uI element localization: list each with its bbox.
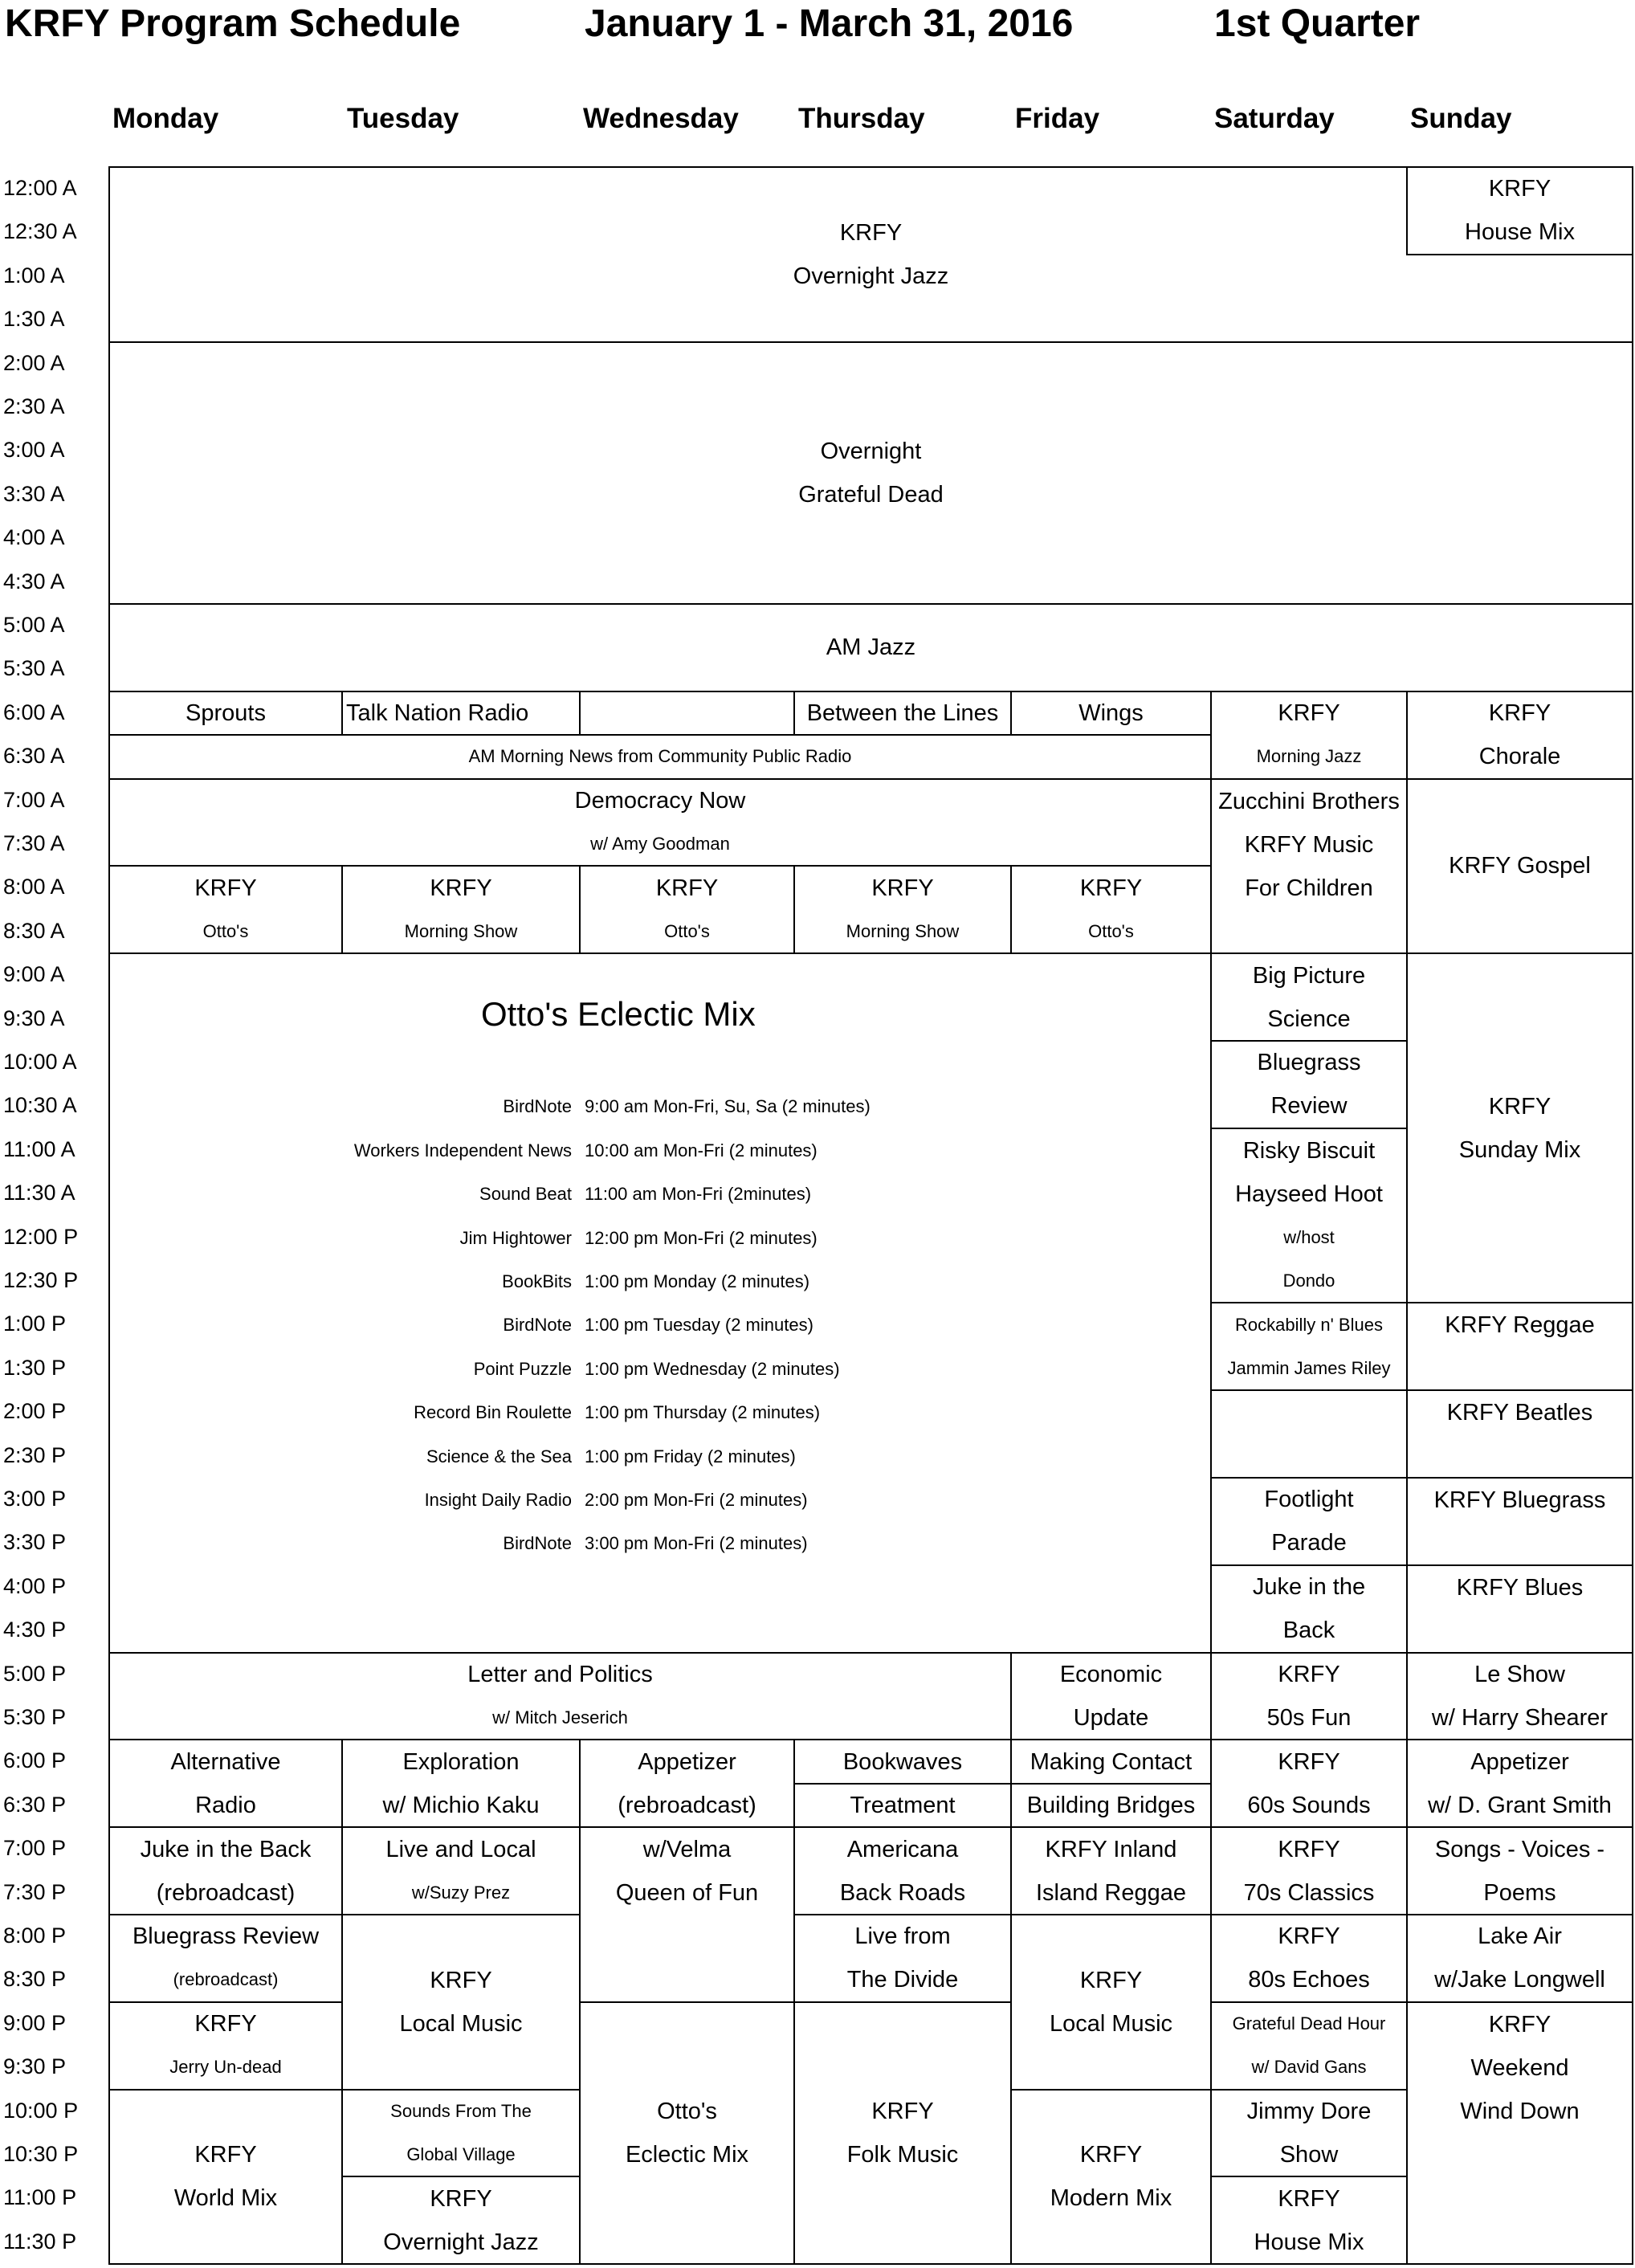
time-label: 11:30 A [3, 1181, 75, 1205]
program-line: w/ D. Grant Smith [1428, 1792, 1612, 1818]
time-label: 8:30 A [3, 918, 65, 943]
day-wednesday: Wednesday [583, 103, 739, 134]
program-line: w/host [1283, 1226, 1335, 1247]
time-label: 4:30 A [3, 569, 65, 594]
program-line: Hayseed Hoot [1235, 1181, 1383, 1207]
program-line: Jerry Un-dead [169, 2057, 282, 2078]
program-grateful-dead-hour [1210, 2001, 1408, 2091]
program-sunday-chorale [1406, 691, 1633, 780]
program-saturday-morning-jazz [1210, 691, 1408, 780]
program-line: KRFY [1079, 875, 1143, 901]
segment-name: Point Puzzle [473, 1358, 572, 1379]
segment-time: 9:00 am Mon-Fri, Su, Sa (2 minutes) [585, 1096, 871, 1117]
program-line: 60s Sounds [1247, 1792, 1371, 1818]
time-label: 2:30 P [3, 1442, 67, 1467]
program-jerry-undead [108, 2001, 343, 2091]
program-line: Weekend [1470, 2054, 1569, 2081]
program-line: Review [1270, 1093, 1348, 1120]
program-velma-queen-of-fun [579, 1826, 795, 2003]
program-sounds-global-village [341, 2089, 581, 2178]
day-friday: Friday [1015, 103, 1100, 134]
program-line: Grateful Dead Hour [1232, 2013, 1386, 2034]
time-label: 11:00 A [3, 1136, 75, 1161]
time-label: 7:30 A [3, 831, 65, 855]
program-line: KRFY [194, 875, 257, 901]
program-saturday-house-mix [1210, 2176, 1408, 2265]
time-label: 3:30 P [3, 1530, 67, 1555]
time-label: 12:30 A [3, 219, 77, 244]
program-monday-ottos [108, 865, 343, 954]
program-line: Live from [854, 1923, 951, 1950]
program-line: Overnight Jazz [383, 2229, 539, 2255]
segment-time: 1:00 pm Monday (2 minutes) [585, 1271, 810, 1291]
program-line: Global Village [406, 2144, 516, 2164]
program-line: w/Suzy Prez [411, 1882, 511, 1903]
time-label: 7:00 P [3, 1836, 67, 1861]
program-line: w/Velma [642, 1837, 732, 1863]
program-line: Back [1282, 1617, 1335, 1644]
program-line: Poems [1483, 1879, 1556, 1906]
program-line: KRFY [1278, 1662, 1340, 1687]
segment-name: Workers Independent News [353, 1140, 572, 1161]
program-line: KRFY [194, 2142, 257, 2168]
program-line: Jammin James Riley [1227, 1357, 1391, 1378]
time-label: 6:30 A [3, 744, 65, 769]
program-line: Sounds From The [390, 2101, 532, 2121]
segment-name: BirdNote [503, 1315, 572, 1336]
time-label: 10:00 P [3, 2098, 79, 2123]
program-line: Juke in the Back [140, 1836, 312, 1862]
program-line: Risky Biscuit [1242, 1137, 1376, 1164]
program-line: Songs - Voices - [1434, 1836, 1605, 1862]
day-thursday: Thursday [798, 103, 925, 134]
schedule-quarter: 1st Quarter [1214, 2, 1421, 45]
time-label: 6:00 P [3, 1748, 67, 1773]
program-line: Bluegrass Review [132, 1923, 320, 1950]
time-label: 9:30 P [3, 2054, 67, 2079]
segment-name: BirdNote [503, 1096, 572, 1117]
program-sunday-appetizer [1406, 1739, 1633, 1828]
program-risky-biscuit [1210, 1128, 1408, 1304]
program-tuesday-overnight-jazz [341, 2176, 581, 2265]
program-line: Exploration [402, 1748, 520, 1775]
program-sprouts [108, 691, 343, 736]
program-building-bridges [1010, 1783, 1212, 1828]
program-tuesday-morning-show [341, 865, 581, 954]
program-zucchini-brothers [1210, 778, 1408, 955]
program-wings [1010, 691, 1212, 736]
program-line: Footlight [1264, 1487, 1354, 1513]
program-treatment [793, 1783, 1012, 1828]
program-friday-ottos [1010, 865, 1212, 954]
program-line: Chorale [1478, 744, 1561, 770]
time-label: 1:00 P [3, 1311, 67, 1336]
program-line: Folk Music [846, 2141, 959, 2168]
program-footlight-parade [1210, 1477, 1408, 1566]
program-line: For Children [1245, 875, 1373, 901]
program-line: Grateful Dead [798, 481, 944, 508]
program-making-contact [1010, 1739, 1212, 1784]
segment-name: Science & the Sea [426, 1446, 572, 1466]
program-sunday-bluegrass [1406, 1477, 1633, 1566]
time-label: 4:00 A [3, 525, 65, 550]
program-line: Between the Lines [806, 700, 999, 726]
program-line: 50s Fun [1266, 1705, 1352, 1731]
program-letter-and-politics [108, 1652, 1012, 1741]
program-line: KRFY Bluegrass [1433, 1487, 1606, 1513]
program-modern-mix [1010, 2089, 1212, 2266]
segment-time: 1:00 pm Tuesday (2 minutes) [585, 1315, 813, 1336]
program-line: w/ Mitch Jeserich [492, 1707, 628, 1728]
program-line: w/Jake Longwell [1434, 1967, 1605, 1993]
program-appetizer-rebroadcast [579, 1739, 795, 1828]
program-lake-air [1406, 1914, 1633, 2003]
program-talk-nation-radio [341, 691, 581, 736]
program-line: Show [1279, 2142, 1339, 2168]
program-line: KRFY [1079, 1967, 1143, 1993]
program-line: Overnight [820, 438, 922, 464]
program-line: Eclectic Mix [625, 2141, 749, 2168]
program-line: Island Reggae [1035, 1879, 1187, 1906]
program-line: Jimmy Dore [1246, 2099, 1372, 2124]
program-line: Otto's [657, 2098, 717, 2124]
program-jimmy-dore-show [1210, 2089, 1408, 2178]
program-line: w/ Michio Kaku [382, 1792, 540, 1818]
segment-name: Sound Beat [479, 1184, 572, 1205]
program-weekend-wind-down [1406, 2001, 1633, 2265]
time-label: 10:30 P [3, 2142, 79, 2166]
program-line: Dondo [1282, 1270, 1335, 1291]
program-line: KRFY [430, 2185, 492, 2212]
program-between-the-lines [793, 691, 1012, 736]
program-line: The Divide [846, 1967, 959, 1993]
program-sunday-house-mix [1406, 166, 1633, 255]
program-friday-local-music [1010, 1914, 1212, 2091]
time-label: 10:00 A [3, 1050, 77, 1074]
program-live-from-the-divide [793, 1914, 1012, 2003]
segment-name: Jim Hightower [459, 1227, 572, 1248]
day-sunday: Sunday [1410, 103, 1512, 134]
program-line: World Mix [173, 2185, 278, 2212]
program-line: KRFY Inland [1045, 1836, 1177, 1862]
program-line: Rockabilly n' Blues [1235, 1314, 1383, 1335]
time-label: 9:00 P [3, 2010, 67, 2035]
program-line: Radio [195, 1792, 256, 1818]
program-line: Live and Local [385, 1836, 536, 1862]
program-line: KRFY [1278, 1748, 1340, 1775]
program-juke-rebroadcast [108, 1826, 343, 1915]
program-line: Queen of Fun [615, 1880, 759, 1907]
time-label: 10:30 A [3, 1093, 77, 1118]
program-line: Otto's [202, 920, 249, 941]
program-wednesday-eclectic-mix [579, 2001, 795, 2265]
program-line: Big Picture [1252, 962, 1366, 989]
program-line: Modern Mix [1050, 2185, 1172, 2212]
time-label: 1:00 A [3, 263, 65, 288]
program-line: KRFY [655, 875, 719, 901]
program-line: KRFY Gospel [1449, 853, 1591, 879]
time-label: 5:00 P [3, 1661, 67, 1686]
program-line: KRFY [1488, 1093, 1551, 1120]
program-line: Letter and Politics [467, 1662, 653, 1687]
program-line: Local Music [399, 2010, 523, 2037]
program-line: Bookwaves [842, 1748, 963, 1775]
program-line: KRFY [1278, 700, 1340, 727]
program-line: Zucchini Brothers [1218, 788, 1400, 814]
program-line: KRFY [430, 1967, 492, 1993]
program-line: w/ David Gans [1251, 2057, 1367, 2078]
program-ottos-eclectic-mix [108, 952, 1212, 1653]
time-label: 5:30 A [3, 656, 65, 681]
program-line: Parade [1271, 1530, 1347, 1556]
time-label: 12:00 P [3, 1224, 79, 1249]
segment-time: 10:00 am Mon-Fri (2 minutes) [585, 1140, 818, 1161]
program-line: Update [1073, 1705, 1149, 1731]
time-label: 7:00 A [3, 787, 65, 812]
program-line: Appetizer [638, 1748, 736, 1775]
program-line: House Mix [1465, 219, 1575, 246]
segment-name: BirdNote [503, 1533, 572, 1554]
time-label: 11:30 P [3, 2229, 77, 2254]
program-am-morning-news [108, 734, 1212, 779]
time-label: 11:00 P [3, 2185, 77, 2210]
program-line: KRFY [871, 875, 934, 901]
program-line: KRFY [839, 219, 903, 246]
program-sunday-mix [1406, 952, 1633, 1303]
segment-name: Record Bin Roulette [414, 1402, 572, 1423]
program-line: w/ Amy Goodman [590, 834, 730, 854]
program-exploration [341, 1739, 581, 1828]
program-world-mix [108, 2089, 343, 2266]
program-line: w/ Harry Shearer [1431, 1705, 1608, 1731]
ottos-title: Otto's Eclectic Mix [481, 994, 756, 1033]
time-label: 7:30 P [3, 1879, 67, 1904]
program-line: KRFY [1079, 2142, 1143, 2168]
program-bluegrass-rebroadcast [108, 1914, 343, 2003]
schedule-title: KRFY Program Schedule [5, 2, 461, 45]
time-label: 9:00 A [3, 962, 65, 987]
program-am-jazz [108, 603, 1633, 692]
program-democracy-now [108, 778, 1212, 867]
program-line: KRFY Reggae [1445, 1312, 1595, 1339]
program-line: KRFY [1488, 2011, 1551, 2038]
day-monday: Monday [112, 103, 219, 134]
time-label: 2:30 A [3, 394, 65, 418]
program-line: Overnight Jazz [793, 263, 949, 289]
time-label: 5:30 P [3, 1705, 67, 1729]
program-line: KRFY Blues [1456, 1574, 1584, 1601]
program-bookwaves [793, 1739, 1012, 1784]
program-folk-music [793, 2001, 1012, 2265]
program-sunday-gospel [1406, 778, 1633, 955]
time-label: 1:30 P [3, 1355, 67, 1380]
program-thursday-morning-show [793, 865, 1012, 954]
program-sunday-blues [1406, 1564, 1633, 1654]
program-saturday-60s-sounds [1210, 1739, 1408, 1828]
time-label: 8:30 P [3, 1967, 67, 1992]
program-line: KRFY Beatles [1446, 1400, 1593, 1426]
program-line: KRFY [1278, 1836, 1340, 1862]
program-line: (rebroadcast) [618, 1792, 756, 1818]
program-line: Economic [1059, 1662, 1163, 1687]
program-wednesday-ottos [579, 865, 795, 954]
program-saturday-50s-fun [1210, 1652, 1408, 1741]
program-line: (rebroadcast) [156, 1879, 296, 1906]
time-label: 3:00 P [3, 1487, 67, 1511]
time-label: 1:30 A [3, 307, 65, 332]
time-label: 8:00 A [3, 875, 65, 899]
program-sunday-beatles [1406, 1389, 1633, 1479]
segment-time: 2:00 pm Mon-Fri (2 minutes) [585, 1489, 808, 1510]
time-label: 12:00 A [3, 176, 77, 200]
program-line: Back Roads [839, 1879, 966, 1906]
time-label: 4:30 P [3, 1617, 67, 1642]
segment-time: 1:00 pm Wednesday (2 minutes) [585, 1358, 840, 1379]
program-line: 80s Echoes [1248, 1967, 1370, 1993]
segment-time: 11:00 am Mon-Fri (2minutes) [585, 1184, 812, 1205]
program-economic-update [1010, 1652, 1212, 1741]
program-line: Wings [1078, 700, 1144, 726]
program-line: KRFY [1278, 2185, 1340, 2212]
program-line: Le Show [1474, 1662, 1565, 1687]
program-line: Making Contact [1030, 1748, 1193, 1775]
program-line: (rebroadcast) [173, 1969, 279, 1990]
segment-name: BookBits [502, 1271, 572, 1291]
program-overnight-jazz [108, 166, 1633, 343]
program-overnight-grateful-dead [108, 341, 1633, 605]
time-label: 12:30 P [3, 1268, 79, 1292]
program-line: Talk Nation Radio [346, 700, 529, 726]
program-line: KRFY [1488, 700, 1551, 727]
program-line: KRFY [1488, 176, 1551, 202]
time-label: 3:30 A [3, 481, 65, 506]
program-line: Morning Show [404, 920, 518, 941]
time-label: 8:00 P [3, 1923, 67, 1948]
program-line: KRFY [1278, 1923, 1340, 1950]
time-label: 4:00 P [3, 1573, 67, 1598]
time-label: 6:30 P [3, 1792, 67, 1817]
program-saturday-80s-echoes [1210, 1914, 1408, 2003]
program-line: Bluegrass [1257, 1050, 1361, 1076]
time-label: 9:30 A [3, 1006, 65, 1030]
program-alternative-radio [108, 1739, 343, 1828]
time-label: 3:00 A [3, 438, 65, 463]
segment-name: Insight Daily Radio [424, 1489, 572, 1510]
program-line: AM Morning News from Community Public Radio [468, 746, 852, 767]
program-line: AM Jazz [826, 634, 916, 661]
program-line: Science [1267, 1006, 1351, 1032]
program-line: Wind Down [1460, 2098, 1580, 2124]
program-line: Alternative [170, 1748, 281, 1775]
program-line: Appetizer [1470, 1748, 1569, 1775]
program-line: Sunday Mix [1458, 1136, 1581, 1163]
program-sunday-reggae [1406, 1302, 1633, 1391]
segment-time: 12:00 pm Mon-Fri (2 minutes) [585, 1227, 818, 1248]
program-line: Building Bridges [1026, 1793, 1196, 1818]
program-line: Americana [846, 1836, 959, 1862]
time-label: 6:00 A [3, 700, 65, 724]
program-line: Local Music [1049, 2010, 1173, 2037]
program-big-picture-science [1210, 952, 1408, 1042]
program-saturday-70s-classics [1210, 1826, 1408, 1915]
time-label: 2:00 A [3, 350, 65, 375]
program-line: House Mix [1254, 2229, 1364, 2255]
program-rockabilly-blues [1210, 1302, 1408, 1391]
day-tuesday: Tuesday [347, 103, 459, 134]
program-line: Democracy Now [574, 788, 746, 814]
program-line: Lake Air [1478, 1923, 1562, 1950]
program-tuesday-local-music [341, 1914, 581, 2091]
program-line: Morning Jazz [1256, 746, 1362, 767]
schedule-dates: January 1 - March 31, 2016 [585, 2, 1074, 45]
segment-time: 3:00 pm Mon-Fri (2 minutes) [585, 1533, 808, 1554]
program-line: Otto's [1088, 920, 1134, 941]
program-line: Otto's [664, 920, 710, 941]
program-le-show [1406, 1652, 1633, 1741]
program-line: KRFY [430, 875, 492, 901]
program-inland-island-reggae [1010, 1826, 1212, 1915]
time-label: 2:00 P [3, 1399, 67, 1424]
program-line: KRFY [871, 2098, 934, 2124]
program-line: 70s Classics [1243, 1879, 1375, 1906]
program-line: Morning Show [846, 920, 960, 941]
program-line: KRFY Music [1244, 831, 1374, 858]
program-live-and-local [341, 1826, 581, 1915]
program-line: Juke in the [1252, 1574, 1366, 1601]
day-saturday: Saturday [1214, 103, 1335, 134]
program-line: Treatment [850, 1793, 956, 1818]
segment-time: 1:00 pm Friday (2 minutes) [585, 1446, 796, 1466]
program-line: Sprouts [186, 700, 266, 726]
program-line: KRFY [194, 2011, 257, 2038]
program-juke-in-the-back [1210, 1564, 1408, 1654]
program-bluegrass-review [1210, 1040, 1408, 1129]
time-label: 5:00 A [3, 613, 65, 637]
program-americana-back-roads [793, 1826, 1012, 1915]
segment-time: 1:00 pm Thursday (2 minutes) [585, 1402, 821, 1423]
program-songs-voices-poems [1406, 1826, 1633, 1915]
